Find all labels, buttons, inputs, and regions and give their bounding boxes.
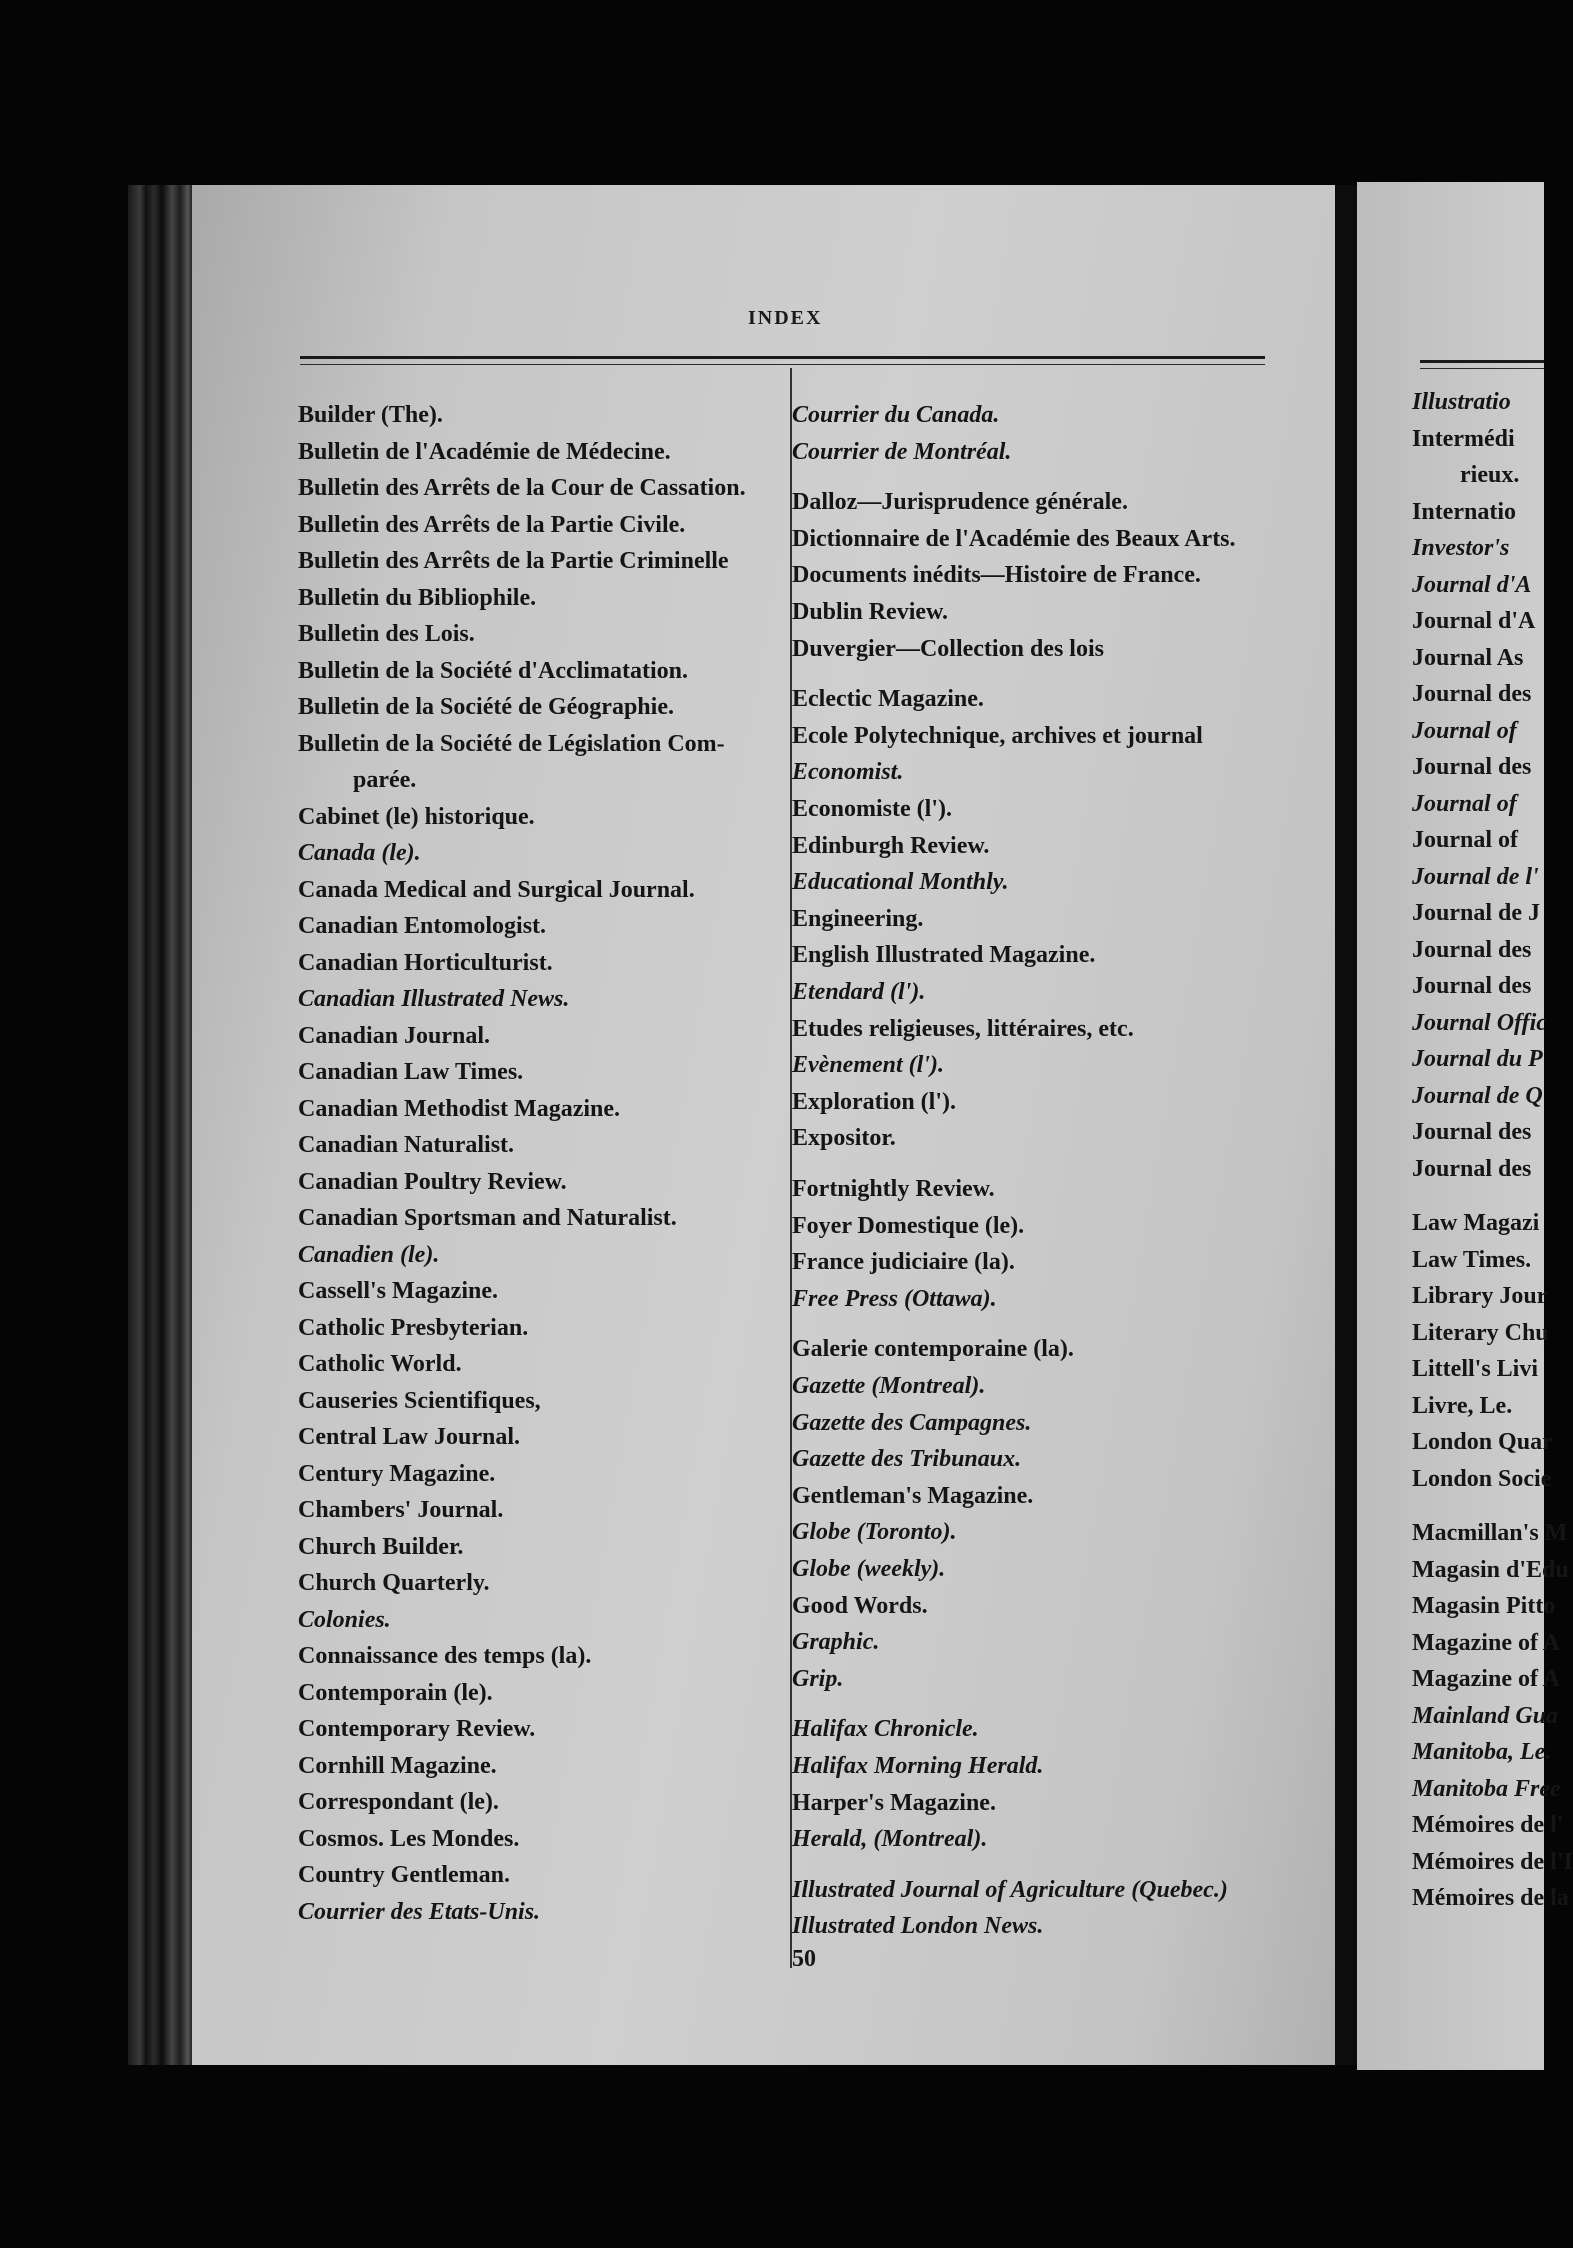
index-entry: Illustrated Journal of Agriculture (Quebec.) [792, 1876, 1228, 1903]
index-entry: Canadian Entomologist. [298, 913, 547, 939]
index-entry: Law Times. [1412, 1246, 1532, 1273]
index-entry: Grip. [792, 1665, 844, 1692]
index-entry: Canadian Horticulturist. [298, 949, 553, 976]
index-entry: Journal As [1412, 644, 1524, 671]
index-entry: Dictionnaire de l'Académie des Beaux Arts. [792, 525, 1236, 552]
index-entry: English Illustrated Magazine. [792, 942, 1096, 969]
index-entry: Courrier du Canada. [792, 402, 1000, 428]
index-entry: Law Magazi [1412, 1210, 1540, 1236]
index-entry: Contemporary Review. [298, 1716, 536, 1742]
header-rule-thin [300, 364, 1265, 365]
index-entry: France judiciaire (la). [792, 1249, 1015, 1276]
index-entry: Country Gentleman. [298, 1862, 510, 1888]
index-entry: Edinburgh Review. [792, 832, 990, 859]
index-entry: Dublin Review. [792, 599, 949, 625]
index-entry: Engineering. [792, 905, 924, 932]
index-entry: Colonies. [298, 1606, 391, 1633]
index-entry: Bulletin de la Société de Géographie. [298, 694, 674, 720]
index-entry: Evènement (l'). [792, 1052, 944, 1079]
index-entry: Manitoba, Le. [1412, 1739, 1552, 1765]
index-entry: Journal des [1412, 973, 1532, 999]
index-entry: Macmillan's M [1412, 1520, 1568, 1546]
index-entry: Good Words. [792, 1592, 928, 1619]
index-entry: Bulletin de la Société d'Acclimatation. [298, 657, 688, 684]
index-entry: Journal of [1412, 790, 1517, 817]
index-entry: Bulletin de l'Académie de Médecine. [298, 438, 671, 465]
index-entry: Graphic. [792, 1629, 880, 1656]
index-entry: Illustrated London News. [792, 1913, 1044, 1940]
index-entry: Manitoba Free [1412, 1775, 1561, 1802]
index-entry: Ecole Polytechnique, archives et journal [792, 722, 1203, 749]
index-entry: Halifax Morning Herald. [792, 1753, 1044, 1779]
index-entry: Canada (le). [298, 840, 421, 866]
index-entry: Chambers' Journal. [298, 1497, 504, 1523]
index-entry: London Quar [1412, 1429, 1553, 1455]
index-entry: Mémoires de l' [1412, 1812, 1564, 1838]
index-entry: Cabinet (le) historique. [298, 803, 535, 830]
right-page-rule-thin [1420, 368, 1544, 369]
index-entry: Gentleman's Magazine. [792, 1482, 1034, 1509]
index-entry: Journal des [1412, 936, 1532, 963]
index-entry: Educational Monthly. [792, 869, 1009, 896]
index-entry: Globe (weekly). [792, 1556, 946, 1582]
index-entry: Intermédi [1412, 425, 1515, 452]
index-entry: Mémoires de la [1412, 1885, 1569, 1911]
index-entry: Builder (The). [298, 402, 443, 428]
index-entry: Dalloz—Jurisprudence générale. [792, 489, 1128, 516]
index-entry: Halifax Chronicle. [792, 1716, 979, 1743]
index-entry: Journal des [1412, 1155, 1532, 1182]
index-entry: Journal of [1412, 827, 1519, 853]
book-binding [128, 185, 192, 2065]
index-entry: Central Law Journal. [298, 1424, 520, 1450]
index-entry: Internatio [1412, 498, 1516, 525]
page-gutter [1335, 185, 1357, 2065]
index-entry: Journal d'A [1412, 608, 1536, 634]
index-entry: Cassell's Magazine. [298, 1278, 498, 1304]
index-entry: Bulletin des Lois. [298, 621, 475, 647]
index-entry: Bulletin des Arrêts de la Partie Civile. [298, 511, 686, 538]
index-entry: Livre, Le. [1412, 1392, 1513, 1419]
index-entry: Canadien (le). [298, 1241, 440, 1268]
index-entry: Journal des [1412, 1119, 1532, 1145]
index-entry: Journal du P [1412, 1046, 1543, 1072]
index-entry: Free Press (Ottawa). [792, 1285, 997, 1312]
index-entry: Globe (Toronto). [792, 1519, 957, 1546]
index-entry: Magasin d'Edu [1412, 1556, 1569, 1583]
index-entry: Journal des [1412, 754, 1532, 780]
index-entry: Correspondant (le). [298, 1789, 499, 1815]
page-header: INDEX [748, 307, 823, 329]
index-entry: Economist. [792, 759, 904, 786]
index-entry: Courrier de Montréal. [792, 438, 1012, 465]
index-entry: Canadian Law Times. [298, 1059, 524, 1085]
index-entry: Canadian Naturalist. [298, 1132, 515, 1158]
index-entry: Journal of [1412, 717, 1517, 744]
index-entry: Canadian Illustrated News. [298, 986, 570, 1012]
index-entry: Connaissance des temps (la). [298, 1643, 592, 1669]
index-entry: Etendard (l'). [792, 979, 926, 1005]
index-entry: Expositor. [792, 1125, 896, 1152]
index-entry: Journal de l' [1412, 863, 1539, 890]
index-entry: London Socie [1412, 1465, 1552, 1492]
index-entry: Journal de Q [1412, 1082, 1543, 1109]
index-entry: Economiste (l'). [792, 796, 952, 822]
index-entry: Journal Offic [1412, 1009, 1547, 1036]
index-entry: Gazette (Montreal). [792, 1373, 986, 1399]
index-entry: Bulletin des Arrêts de la Partie Criminelle [298, 548, 729, 574]
index-entry: Canadian Journal. [298, 1022, 491, 1049]
index-entry: Illustratio [1412, 389, 1511, 415]
index-entry: Foyer Domestique (le). [792, 1212, 1025, 1239]
index-entry: Bulletin du Bibliophile. [298, 584, 537, 611]
index-entry: Contemporain (le). [298, 1679, 493, 1706]
index-entry: Littell's Livi [1412, 1356, 1538, 1382]
index-entry: Mémoires de l'I [1412, 1848, 1573, 1875]
index-entry: Century Magazine. [298, 1460, 496, 1487]
index-entry: Investor's [1412, 535, 1510, 561]
index-entry: Canadian Poultry Review. [298, 1168, 567, 1195]
index-entry: Catholic World. [298, 1351, 462, 1377]
index-entry: Church Quarterly. [298, 1570, 490, 1596]
page-number: 50 [792, 1946, 816, 1972]
index-entry: Gazette des Tribunaux. [792, 1446, 1022, 1473]
index-entry: Canadian Sportsman and Naturalist. [298, 1205, 677, 1231]
index-entry: Gazette des Campagnes. [792, 1409, 1032, 1436]
index-entry: Duvergier—Collection des lois [792, 635, 1104, 662]
index-entry: Bulletin de la Société de Législation Com- [298, 730, 725, 757]
index-entry: Courrier des Etats-Unis. [298, 1898, 541, 1925]
index-entry: Magazine of A [1412, 1629, 1560, 1656]
index-entry: Magazine of A [1412, 1666, 1560, 1692]
index-entry: Etudes religieuses, littéraires, etc. [792, 1015, 1134, 1042]
index-entry: Exploration (l'). [792, 1088, 957, 1115]
index-entry: Church Builder. [298, 1533, 464, 1560]
index-entry: Herald, (Montreal). [792, 1826, 988, 1853]
header-rule-thick [300, 356, 1265, 359]
index-entry: Journal des [1412, 681, 1532, 707]
index-entry: Literary Chu [1412, 1319, 1549, 1346]
index-entry: Documents inédits—Histoire de France. [792, 562, 1201, 589]
left-page [192, 185, 1347, 2065]
index-entry: Canadian Methodist Magazine. [298, 1095, 621, 1122]
index-entry: Cosmos. Les Mondes. [298, 1825, 520, 1852]
index-entry: Journal d'A [1412, 571, 1532, 598]
index-entry: Bulletin des Arrêts de la Cour de Cassation. [298, 475, 746, 501]
index-entry: Magasin Pitto [1412, 1593, 1556, 1619]
right-page-rule [1420, 360, 1544, 363]
index-entry: Journal de J [1412, 900, 1541, 926]
index-entry: Mainland Gua [1412, 1702, 1559, 1729]
index-entry: Causeries Scientifiques, [298, 1387, 541, 1414]
index-entry: Eclectic Magazine. [792, 686, 984, 713]
index-entry: Galerie contemporaine (la). [792, 1336, 1074, 1363]
index-entry: Harper's Magazine. [792, 1789, 996, 1816]
index-entry: Catholic Presbyterian. [298, 1314, 529, 1341]
index-entry: Library Jour [1412, 1283, 1548, 1309]
index-entry: rieux. [1460, 462, 1520, 488]
index-entry: Canada Medical and Surgical Journal. [298, 876, 695, 903]
index-entry: parée. [353, 767, 417, 793]
index-entry: Fortnightly Review. [792, 1176, 995, 1202]
index-entry: Cornhill Magazine. [298, 1752, 497, 1779]
